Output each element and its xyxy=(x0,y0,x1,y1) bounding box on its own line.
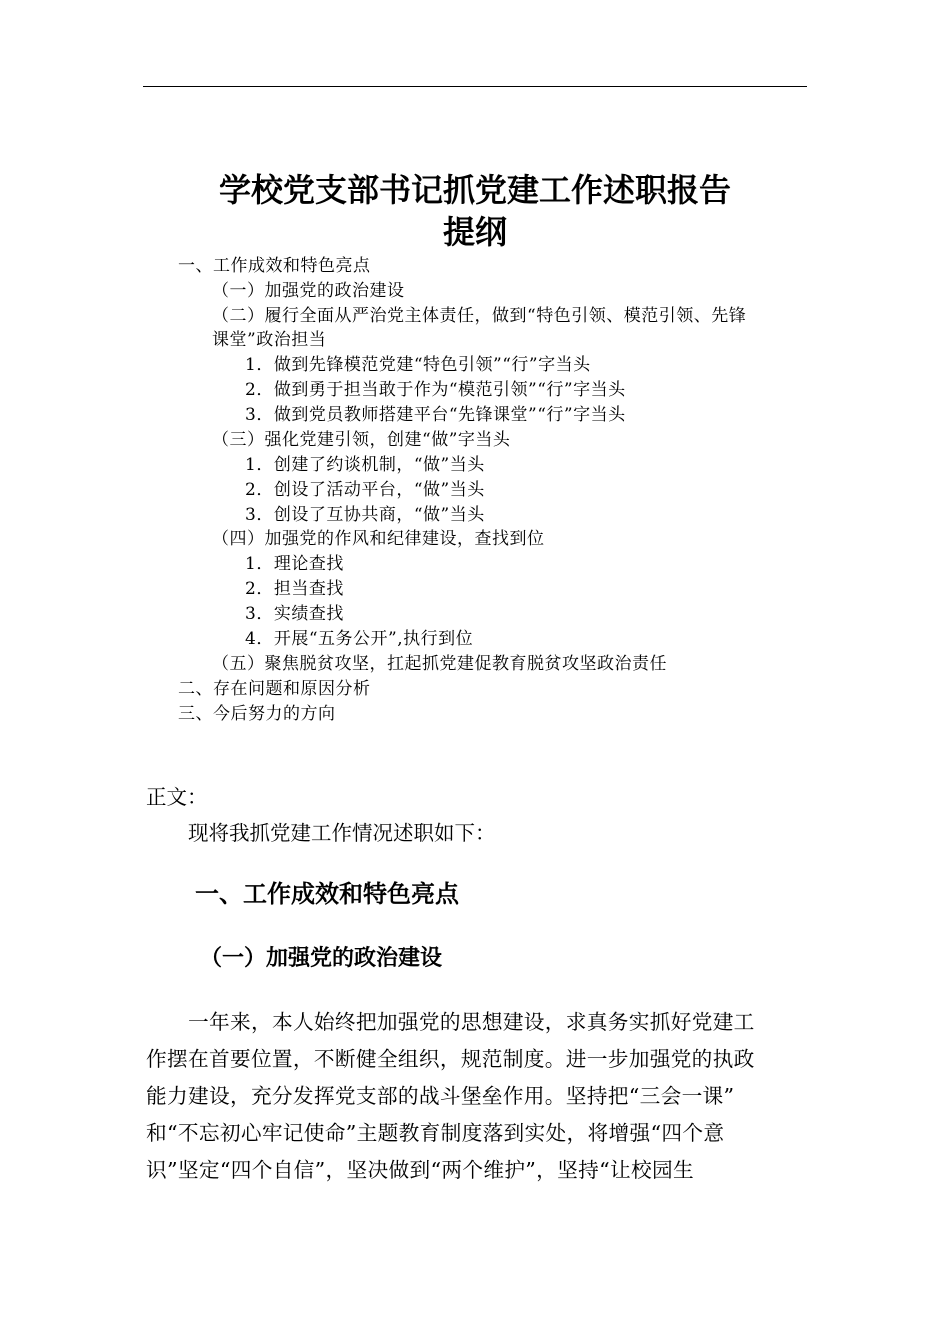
outline-item: 二、存在问题和原因分析 xyxy=(178,679,371,699)
outline-item: 3．做到党员教师搭建平台“先锋课堂”“行”字当头 xyxy=(245,405,626,425)
outline-item: （五）聚焦脱贫攻坚，扛起抓党建促教育脱贫攻坚政治责任 xyxy=(212,654,667,674)
header-rule xyxy=(143,86,807,87)
paragraph-line: 和“不忘初心牢记使命”主题教育制度落到实处，将增强“四个意 xyxy=(146,1121,725,1145)
outline-item: 一、工作成效和特色亮点 xyxy=(178,256,371,276)
document-title: 学校党支部书记抓党建工作述职报告 xyxy=(218,171,731,209)
outline-item: 课堂”政治担当 xyxy=(212,330,327,350)
paragraph-line: 作摆在首要位置，不断健全组织，规范制度。进一步加强党的执政 xyxy=(146,1047,755,1071)
outline-item: （一）加强党的政治建设 xyxy=(212,281,405,301)
document-subtitle: 提纲 xyxy=(442,213,507,251)
outline-item: 1．做到先锋模范党建“特色引领”“行”字当头 xyxy=(245,355,591,375)
paragraph-line: 一年来，本人始终把加强党的思想建设，求真务实抓好党建工 xyxy=(188,1010,755,1034)
outline-item: 2．担当查找 xyxy=(245,579,344,599)
outline-item: 4．开展“五务公开”,执行到位 xyxy=(245,629,474,649)
outline-item: 三、今后努力的方向 xyxy=(178,704,336,724)
paragraph-line: 识”坚定“四个自信”，坚决做到“两个维护”，坚持“让校园生 xyxy=(146,1158,694,1182)
subsection-heading: （一）加强党的政治建设 xyxy=(200,945,443,971)
outline-item: 3．实绩查找 xyxy=(245,604,344,624)
outline-item: 2．做到勇于担当敢于作为“模范引领”“行”字当头 xyxy=(245,380,626,400)
body-label: 正文： xyxy=(146,785,208,809)
intro-text: 现将我抓党建工作情况述职如下： xyxy=(188,821,496,845)
outline-item: 3．创设了互协共商，“做”当头 xyxy=(245,505,485,525)
outline-item: 2．创设了活动平台，“做”当头 xyxy=(245,480,485,500)
section-heading: 一、工作成效和特色亮点 xyxy=(195,880,459,908)
outline-item: 1．理论查找 xyxy=(245,554,344,574)
outline-item: （三）强化党建引领，创建“做”字当头 xyxy=(212,430,511,450)
outline-item: （四）加强党的作风和纪律建设，查找到位 xyxy=(212,529,545,549)
paragraph-line: 能力建设，充分发挥党支部的战斗堡垒作用。坚持把“三会一课” xyxy=(146,1084,735,1108)
outline-item: 1．创建了约谈机制，“做”当头 xyxy=(245,455,485,475)
outline-item: （二）履行全面从严治党主体责任，做到“特色引领、模范引领、先锋 xyxy=(212,306,747,326)
